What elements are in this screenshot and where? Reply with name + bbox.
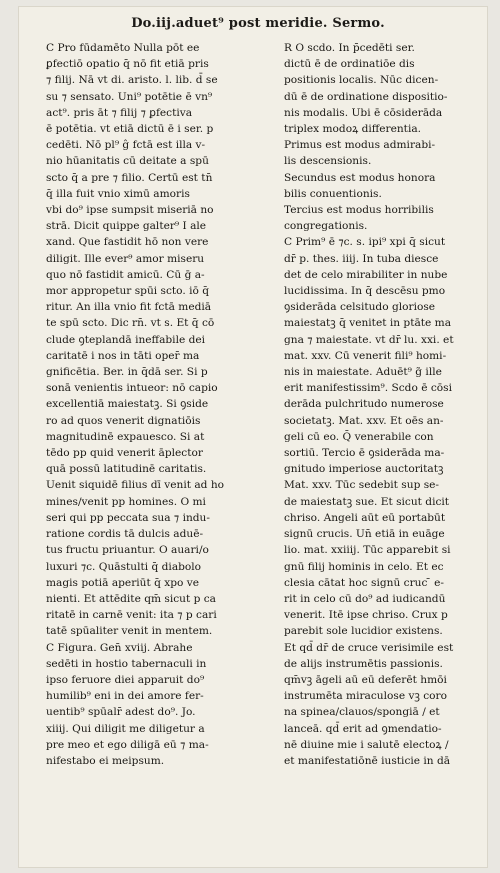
text-line: cedēti. Nō pl⁹ ĝ fctā est illa v- [46,139,206,152]
text-line: lucidissima. In q̄ descēsu pmo [284,285,446,298]
text-line: qm̄vꝫ āgeli aū eū deferēt hmōi [284,673,447,686]
text-line: clesia cātat hoc signū cruc ̄ e- [284,576,445,589]
text-line: geli cū eo. Q̄ venerabile con [284,430,434,443]
text-line: nifestabo ei meipsum. [46,754,165,767]
text-line: sonā venientis intueor: nō capio [46,382,218,395]
text-line: ritur. An illa vnio fit fctā mediā [46,301,212,314]
text-line: Mat. xxv. Tūc sedebit sup se- [284,479,440,492]
text-line: luxuri ⁊c. Quāstulti q̄ diabolo [46,560,202,573]
text-line: ipso feruore diei apparuit do⁹ [46,673,205,686]
text-line: ⁊ filij. Nā vt di. aristo. l. lib. d̄ se [46,74,218,87]
text-line: magnitudinē expauesco. Si at [46,430,205,443]
text-line: q̄ illa fuit vnio ximū amoris [46,187,190,200]
book-page [18,6,488,868]
text-line: na spinea/clauos/spongiā / et [284,706,440,719]
text-line: rit in celo cū do⁹ ad iudicandū [284,592,446,605]
text-line: uentib⁹ spūalr̄ adest do⁹. Jo. [46,706,196,719]
text-line: dr̄ p. thes. iiij. In tuba diesce [284,252,439,265]
text-line: nis modalis. Ubi ē cōsiderāda [284,106,443,119]
text-line: chriso. Angeli aūt eū portabūt [284,511,446,524]
text-line: te spū scto. Dic rn̄. vt s. Et q̄ cō [46,317,215,330]
text-line: maiestatꝫ q̄ venitet in ptāte ma [284,317,452,330]
text-line: lanceā. qd̄ erit ad ꝯmendatio- [284,722,442,735]
text-line: dictū ē de ordinatiōe dis [284,58,415,71]
right-column [284,40,489,769]
text-line: ꝯsiderāda celsitudo gloriose [284,301,436,314]
text-line: dū ē de ordinatione dispositio- [284,90,448,103]
text-line: positionis localis. Nūc dicen- [284,74,439,87]
text-line: clude ꝯteplandā ineffabile dei [46,333,206,346]
text-line: xiiij. Qui diligit me diligetur a [46,722,205,735]
text-line: C Prim⁹ ē ⁊c. s. ipi⁹ xpi q̄ sicut [284,236,446,249]
text-line: gna ⁊ maiestate. vt dr̄ lu. xxi. et [284,333,454,346]
text-line: C Pro fūdamēto Nulla pōt ee [46,42,200,54]
text-line: det de celo mirabiliter in nube [284,268,448,281]
text-line: strā. Dicit quippe galter⁹ I ale [46,220,207,233]
text-line: congregationis. [284,220,368,233]
text-line: seri qui pp peccata sua ⁊ indu- [46,511,210,524]
text-line: ꝑfectiō opatio q̄ nō fit etiā pris [46,58,209,71]
text-line: nis in maiestate. Aduēt⁹ g̃ ille [284,366,442,379]
text-line: erit manifestissim⁹. Scdo ē cōsi [284,382,452,395]
text-line: derāda pulchritudo numerose [284,398,444,411]
text-line: gnitudo imperiose auctoritatꝫ [284,463,444,476]
text-line: act⁹. pris āt ⁊ filij ⁊ ꝑfectiva [46,106,193,119]
text-line: xand. Que fastidit hō non vere [46,236,209,249]
text-line: lio. mat. xxiiij. Tūc apparebit si [284,544,451,557]
text-line: Et qd̄ dr̄ de cruce verisimile est [284,641,454,654]
text-line: su ⁊ sensato. Uni⁹ potētie ē vn⁹ [46,90,213,103]
text-line: mor appropetur spūi scto. iō q̄ [46,285,210,298]
text-line: scto q̄ a pre ⁊ filio. Certū est tn̄ [46,171,213,184]
text-line: magis potiā aperiūt q̄ xpo ve [46,576,199,589]
text-line: tus fructu priuantur. O auari/o [46,544,209,557]
text-line: instrumēta miraculose vꝫ coro [284,690,447,703]
text-line: C Figura. Gen̄ xviij. Abrahe [46,641,193,654]
text-line: nē diuine mie i salutē electoꝝ / [284,738,449,751]
text-line: sedēti in hostio tabernaculi in [46,657,207,670]
text-line: vbi do⁹ ipse sumpsit miseriā no [46,204,214,217]
text-line: quo nō fastidit amicū. Cū ḡ a- [46,268,205,281]
text-line: gnū filij hominis in celo. Et ec [284,560,444,573]
text-line: ratione cordis tā dulcis aduē- [46,528,204,541]
running-header: Do.iij.aduet⁹ post meridie. Sermo. [131,16,385,31]
text-line: sortiū. Tercio ē ꝯsiderāda ma- [284,447,445,460]
text-line: excellentiā maiestatꝫ. Si ꝯside [46,398,209,411]
text-line: ro ad quos venerit dignatiōis [46,414,201,427]
text-line: parebit sole lucidior existens. [284,625,443,638]
text-line: Tercius est modus horribilis [284,204,434,217]
text-line: quā possū latitudinē caritatis. [46,463,207,476]
text-line: triplex modoꝝ differentia. [284,123,422,136]
text-line: lis descensionis. [284,155,372,168]
text-line: tēdo pp quid venerit āplector [46,447,203,460]
text-line: Secundus est modus honora [284,171,436,184]
text-line: ē potētia. vt etiā dictū ē i ser. p [46,123,214,136]
text-line: nio hūanitatis cū deitate a spū [46,155,209,168]
text-line: diligit. Ille ever⁹ amor miseru [46,252,205,265]
text-line: R O scdo. In p̄cedēti ser. [284,42,415,54]
text-line: de alijs instrumētis passionis. [284,657,443,670]
left-column [46,40,251,769]
text-line: caritatē i nos in tāti oper̄ ma [46,349,200,362]
text-line: bilis conuentionis. [284,187,382,200]
text-line: gnificētia. Ber. in q̄dā ser. Si p [46,366,208,379]
text-line: signū crucis. Un̄ etiā in euāge [284,528,445,541]
text-line: mat. xxv. Cū venerit fili⁹ homi- [284,349,447,362]
text-line: societatꝫ. Mat. xxv. Et oēs an- [284,414,444,427]
text-line: Primus est modus admirabi- [284,139,436,152]
text-line: venerit. Itē ipse chriso. Crux p [284,609,448,622]
text-line: pre meo et ego diligā eū ⁊ ma- [46,738,209,751]
text-line: de maiestatꝫ sue. Et sicut dicit [284,495,450,508]
text-line: tatē spūaliter venit in mentem. [46,625,213,638]
text-line: mines/venit pp homines. O mi [46,495,206,508]
text-line: nienti. Et attēdite qm̄ sicut p ca [46,592,217,605]
text-line: Uenit siquidē filius dī venit ad ho [46,479,225,492]
text-line: humilib⁹ eni in dei amore fer- [46,690,204,703]
text-line: et manifestatiōnē iusticie in dā [284,754,451,767]
text-line: ritatē in carnē venit: ita ⁊ p cari [46,609,217,622]
